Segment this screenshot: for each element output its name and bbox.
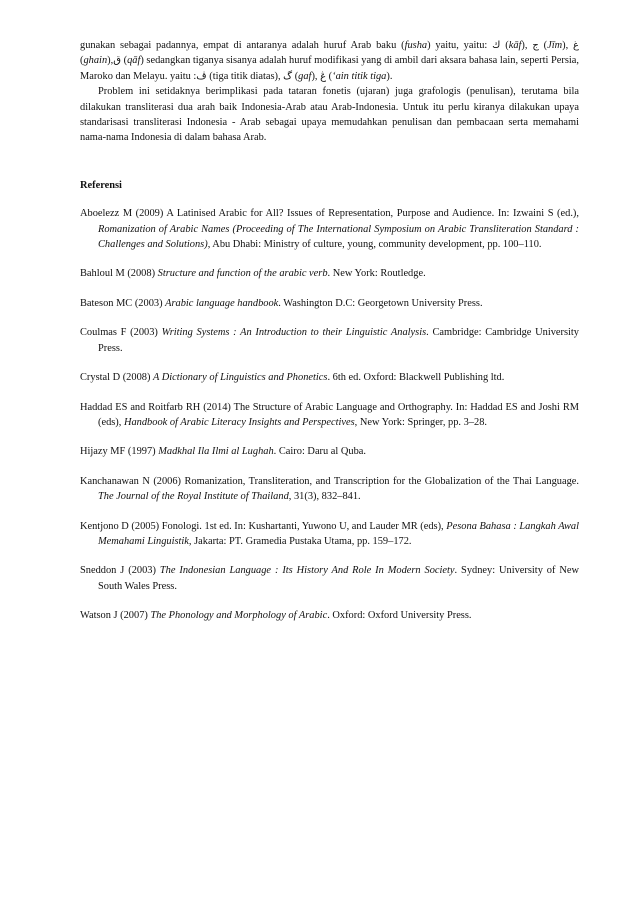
reference-item: Kanchanawan N (2006) Romanization, Transliteration, and Transcription for the Globalization of the Thai Language. The Journal of the Royal Institute of Thailand, 31(3), 832–841. — [80, 475, 579, 503]
reference-item: Hijazy MF (1997) Madkhal Ila Ilmi al Lughah. Cairo: Daru al Quba. — [80, 446, 367, 458]
paragraph-transliteration-problem: Problem ini setidaknya berimplikasi pada tataran fonetis (ujaran) juga grafologis (penulisan), terutama bila dilakukan transliterasi dua arah baik Indonesia-Arab atau Arab-Indonesia. Untuk itu perlu kiranya dilakukan upaya standarisasi transliterasi Indonesia - Arab sebagai upaya memudahkan penulisan dan pembacaan serta memahami nama-nama Indonesia di dalam bahasa Arab. — [80, 86, 579, 144]
reference-item: Watson J (2007) The Phonology and Morphology of Arabic. Oxford: Oxford University Press. — [80, 610, 472, 622]
reference-item: Coulmas F (2003) Writing Systems : An Introduction to their Linguistic Analysis. Cambridge: Cambridge University Press. — [80, 327, 579, 354]
reference-item: Haddad ES and Roitfarb RH (2014) The Structure of Arabic Language and Orthography. In: Haddad ES and Joshi RM (eds), Handbook of Arabic Literacy Insights and Perspectives, New York: Springer, pp. 3–28. — [80, 401, 579, 428]
reference-item: Bateson MC (2003) Arabic language handbook. Washington D.C: Georgetown University Press. — [80, 297, 483, 309]
reference-list — [80, 206, 579, 623]
reference-item: Crystal D (2008) A Dictionary of Linguistics and Phonetics. 6th ed. Oxford: Blackwell Publishing ltd. — [80, 372, 505, 384]
reference-item: Aboelezz M (2009) A Latinised Arabic for All? Issues of Representation, Purpose and Audience. In: Izwaini S (ed.), Romanization of Arabic Names (Proceeding of The International Symposium on Arabic Transliteration Standard : Challenges and Solutions), Abu Dhabi: Ministry of culture, young, community development, pp. 100–110. — [80, 208, 579, 251]
paragraph-arabic-letters: gunakan sebagai padannya, empat di antaranya adalah huruf Arab baku (fusha) yaitu, yaitu: ك (kāf), ج (Jīm), غ (ghain),ق (qāf) sedangkan tiganya sisanya adalah huruf modifikasi yang di ambil dari aksara bahasa lain, seperti Persia, Maroko dan Melayu. yaitu :ڤ (tiga titik diatas), گ (gaf), ڠ (‘ain titik tiga). — [80, 40, 579, 82]
reference-item: Kentjono D (2005) Fonologi. 1st ed. In: Kushartanti, Yuwono U, and Lauder MR (eds), Pesona Bahasa : Langkah Awal Memahami Linguistik, Jakarta: PT. Gramedia Pustaka Utama, pp. 159–172. — [80, 520, 580, 547]
page-body — [80, 38, 579, 638]
reference-item: Sneddon J (2003) The Indonesian Language : Its History And Role In Modern Society. Sydney: University of New South Wales Press. — [80, 565, 579, 592]
references-heading: Referensi — [80, 179, 122, 191]
reference-item: Bahloul M (2008) Structure and function of the arabic verb. New York: Routledge. — [80, 268, 426, 280]
